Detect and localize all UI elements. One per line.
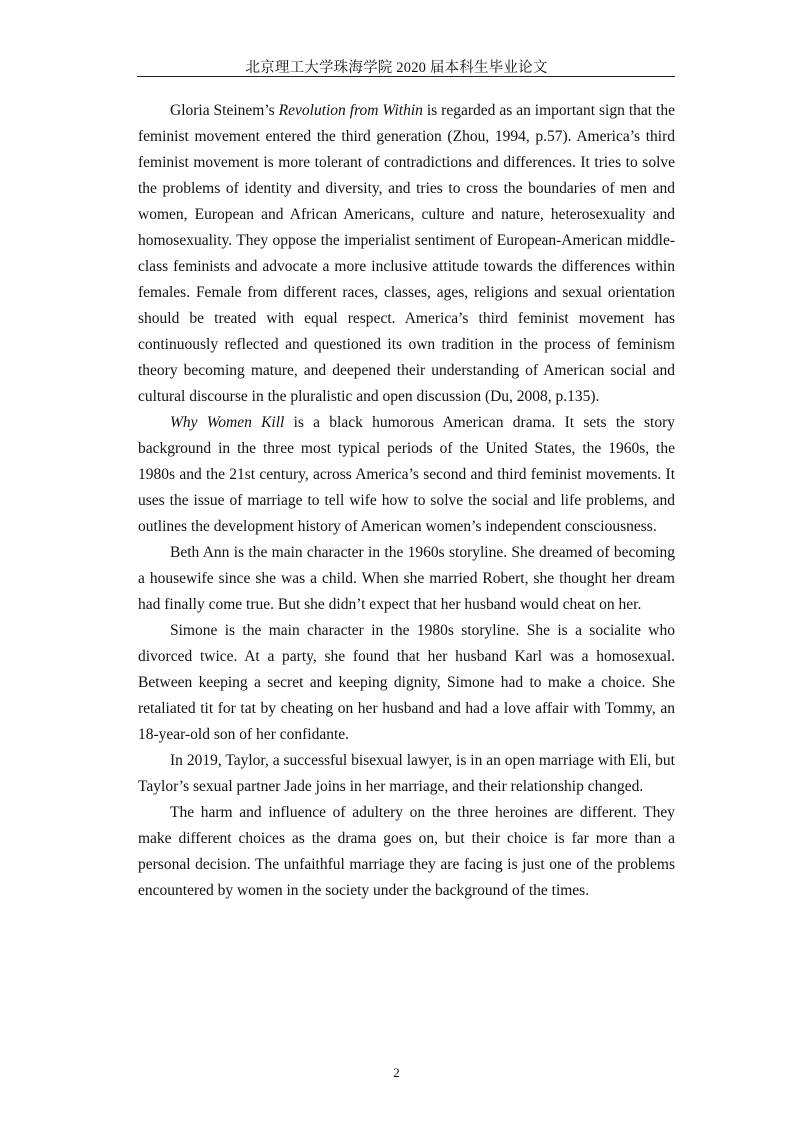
- header-rule: [137, 76, 675, 77]
- paragraph-1-italic: Revolution from Within: [278, 102, 423, 119]
- paragraph-1: [138, 98, 675, 410]
- paragraph-2-italic: Why Women Kill: [170, 414, 285, 431]
- paragraph-1-text: is regarded as an important sign that the feminist movement entered the third generation (Zhou, 1994, p.57). America’s third feminist movement is more tolerant of contradictions and differences. It tries to solve the problems of identity and diversity, and tries to cross the boundaries of men and women, European and African Americans, culture and nature, heterosexuality and homosexuality. They oppose the imperialist sentiment of European-American middle-class feminists and advocate a more inclusive attitude towards the differences within females. Female from different races, classes, ages, religions and sexual orientation should be treated with equal respect. America’s third feminist movement has continuously reflected and questioned its own tradition in the process of feminism theory becoming mature, and deepened their understanding of American social and cultural discourse in the pluralistic and open discussion (Du, 2008, p.135).: [138, 102, 675, 405]
- paragraph-3: [138, 540, 675, 618]
- paragraph-4: [138, 618, 675, 748]
- page-number: 2: [393, 1065, 400, 1080]
- body-text: [138, 98, 675, 904]
- paragraph-5-text: In 2019, Taylor, a successful bisexual lawyer, is in an open marriage with Eli, but Taylor’s sexual partner Jade joins in her marriage, and their relationship changed.: [138, 752, 675, 795]
- paragraph-5: [138, 748, 675, 800]
- paragraph-1-pre: Gloria Steinem’s: [170, 102, 279, 119]
- paragraph-4-text: Simone is the main character in the 1980s storyline. She is a socialite who divorced twice. At a party, she found that her husband Karl was a homosexual. Between keeping a secret and keeping dignity, Simone had to make a choice. She retaliated tit for tat by cheating on her husband and had a love affair with Tommy, an 18-year-old son of her confidante.: [138, 622, 675, 743]
- paragraph-2-text: is a black humorous American drama. It sets the story background in the three most typical periods of the United States, the 1960s, the 1980s and the 21st century, across America’s second and third feminist movements. It uses the issue of marriage to tell wife how to solve the social and life problems, and outlines the development history of American women’s independent consciousness.: [138, 414, 675, 535]
- paragraph-2: [138, 410, 675, 540]
- running-header: 北京理工大学珠海学院 2020 届本科生毕业论文: [245, 60, 548, 76]
- paragraph-3-text: Beth Ann is the main character in the 1960s storyline. She dreamed of becoming a housewife since she was a child. When she married Robert, she thought her dream had finally come true. But she didn’t expect that her husband would cheat on her.: [138, 544, 675, 613]
- paragraph-6-text: The harm and influence of adultery on the three heroines are different. They make different choices as the drama goes on, but their choice is far more than a personal decision. The unfaithful marriage they are facing is just one of the problems encountered by women in the society under the background of the times.: [138, 804, 675, 899]
- paragraph-6: [138, 800, 675, 904]
